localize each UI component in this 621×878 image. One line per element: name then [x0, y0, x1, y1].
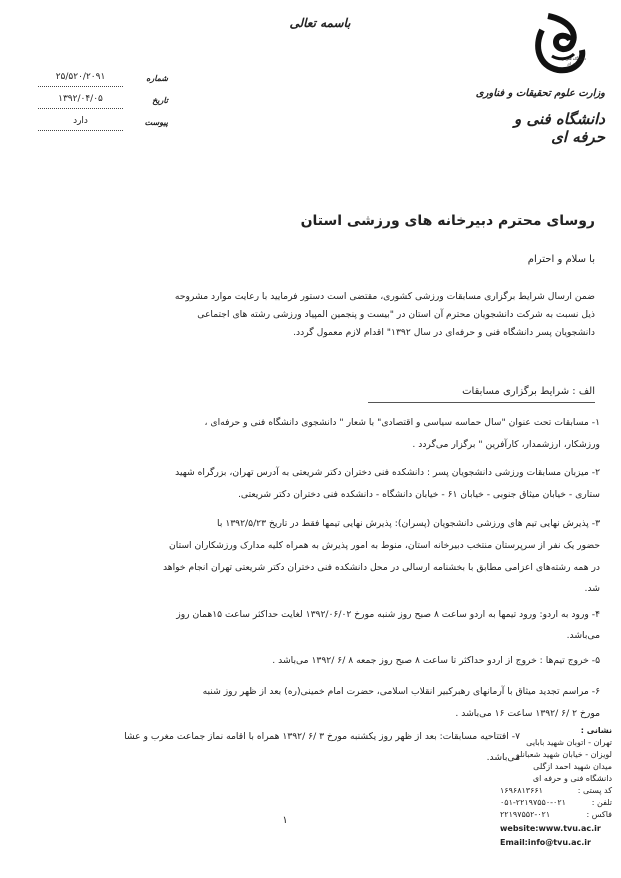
- date-value: ۱۳۹۲/۰۴/۰۵: [58, 94, 103, 104]
- university-name: دانشگاه فنی و حرفه ای: [513, 110, 605, 146]
- item-6-line-2: مورخ ۲ /۶ /۱۳۹۲ ساعت ۱۶ می‌باشد .: [455, 708, 600, 719]
- date-underline: [38, 108, 123, 109]
- contact-block: [500, 726, 612, 871]
- item-1-line-1: ۱- مسابقات تحت عنوان "سال حماسه سیاسی و اقتصادی" با شعار " دانشجوی دانشگاه فنی و حرفه‌ای ،: [204, 417, 600, 428]
- number-label: شماره: [146, 74, 168, 83]
- item-1-line-2: ورزشکار، ارزشمدار، کارآفرین " برگزار می‌گردد .: [412, 439, 600, 450]
- address-line-1: تهران - اتوبان شهید بابایی: [526, 738, 612, 747]
- email-link[interactable]: Email:info@tvu.ac.ir: [500, 838, 591, 847]
- item-3-line-1: ۳- پذیرش نهایی تیم های ورزشی دانشجویان (پسران): پذیرش نهایی تیمها فقط در تاریخ ۱۳۹۲/۵/۲۳ با: [217, 518, 600, 529]
- attachment-label: پیوست: [144, 118, 168, 127]
- intro-line-3: دانشجویان پسر دانشگاه فنی و حرفه‌ای در سال ۱۳۹۲" اقدام لازم معمول گردد.: [293, 327, 595, 338]
- item-3-line-4: شد.: [584, 583, 600, 594]
- item-2-line-1: ۲- میزبان مسابقات ورزشی دانشجویان پسر : دانشکده فنی دختران دکتر شریعتی به آدرس تهران، بزرگراه شهید: [175, 467, 600, 478]
- item-3-line-2: حضور یک نفر از سرپرستان منتخب دبیرخانه استان، منوط به امور پذیرش به همراه کلیه مدارک ورزشکاران استان: [169, 540, 600, 551]
- date-label: تاریخ: [152, 96, 168, 105]
- fax-label: فاکس :: [586, 810, 612, 819]
- website-link[interactable]: website:www.tvu.ac.ir: [500, 824, 601, 833]
- intro-line-2: ذیل نسبت به شرکت دانشجویان محترم آن استان در "بیست و پنجمین المپیاد ورزشی رشته های اجتماعی: [197, 309, 595, 320]
- section-title: الف : شرایط برگزاری مسابقات: [462, 386, 595, 397]
- ministry-name: وزارت علوم تحقیقات و فناوری: [475, 88, 605, 99]
- item-5-line-1: ۵- خروج تیم‌ها : خروج از اردو حداکثر تا ساعت ۸ صبح روز جمعه ۸ /۶ /۱۳۹۲ می‌باشد .: [272, 655, 600, 666]
- phone-value: ۰۵۱-۲۲۱۹۷۵۵۰-۰۲۱: [500, 798, 566, 807]
- fax-value: ۲۲۱۹۷۵۵۲-۰۲۱: [500, 810, 551, 819]
- number-value: ۲۵/۵۲۰/۲۰۹۱: [55, 72, 106, 82]
- attachment-value: دارد: [73, 116, 88, 126]
- address-label: نشانی :: [580, 726, 612, 735]
- address-line-4: دانشگاه فنی و حرفه ای: [532, 774, 612, 783]
- item-4-line-1: ۴- ورود به اردو: ورود تیمها به اردو ساعت ۸ صبح روز شنبه مورخ ۱۳۹۲/۰۶/۰۲ لغایت حداکثر ساعت ۱۵همان روز: [176, 609, 600, 620]
- page-number: ۱: [282, 815, 288, 826]
- item-4-line-2: می‌باشد.: [566, 630, 600, 641]
- attachment-underline: [38, 130, 123, 131]
- phone-label: تلفن :: [591, 798, 612, 807]
- item-3-line-3: در همه رشته‌های اعزامی مطابق با بخشنامه ارسالی در محل دانشکده فنی دختران دکتر شریعتی تهران انجام خواهد: [162, 562, 600, 573]
- logo-emblem-icon: [528, 10, 590, 80]
- invocation: باسمه تعالی: [289, 16, 351, 30]
- greeting: با سلام و احترام: [527, 254, 595, 265]
- item-2-line-2: ستاری - خیابان میثاق جنوبی - خیابان ۶۱ - خیابان دانشگاه - دانشکده فنی دختران دکتر شریعتی.: [238, 489, 600, 500]
- postal-label: کد پستی :: [577, 786, 612, 795]
- address-line-3: میدان شهید احمد ازگلی: [533, 762, 612, 771]
- postal-value: ۱۶۹۶۸۱۳۶۶۱: [500, 786, 543, 795]
- number-underline: [38, 86, 123, 87]
- section-title-underline: [368, 402, 595, 403]
- logo-caption: دانشگاه فنی و حرفه ای: [561, 56, 587, 66]
- item-7-line-2: می‌باشد.: [486, 752, 520, 763]
- item-7-line-1: ۷- افتتاحیه مسابقات: بعد از ظهر روز یکشنبه مورخ ۳ /۶ /۱۳۹۲ همراه با اقامه نماز جماعت مغرب و عشا: [124, 731, 520, 742]
- item-6-line-1: ۶- مراسم تجدید میثاق با آرمانهای رهبرکبیر انقلاب اسلامی، حضرت امام خمینی(ره) بعد از ظهر روز شنبه: [202, 686, 600, 697]
- university-logo: [528, 10, 590, 80]
- address-line-2: لویزان - خیابان شهید شعبانلو: [515, 750, 612, 759]
- intro-line-1: ضمن ارسال شرایط برگزاری مسابقات ورزشی کشوری، مقتضی است دستور فرمایید با رعایت موارد مشروحه: [174, 291, 595, 302]
- meta-block: [30, 72, 170, 138]
- recipient-heading: روسای محترم دبیرخانه های ورزشی استان: [300, 213, 595, 229]
